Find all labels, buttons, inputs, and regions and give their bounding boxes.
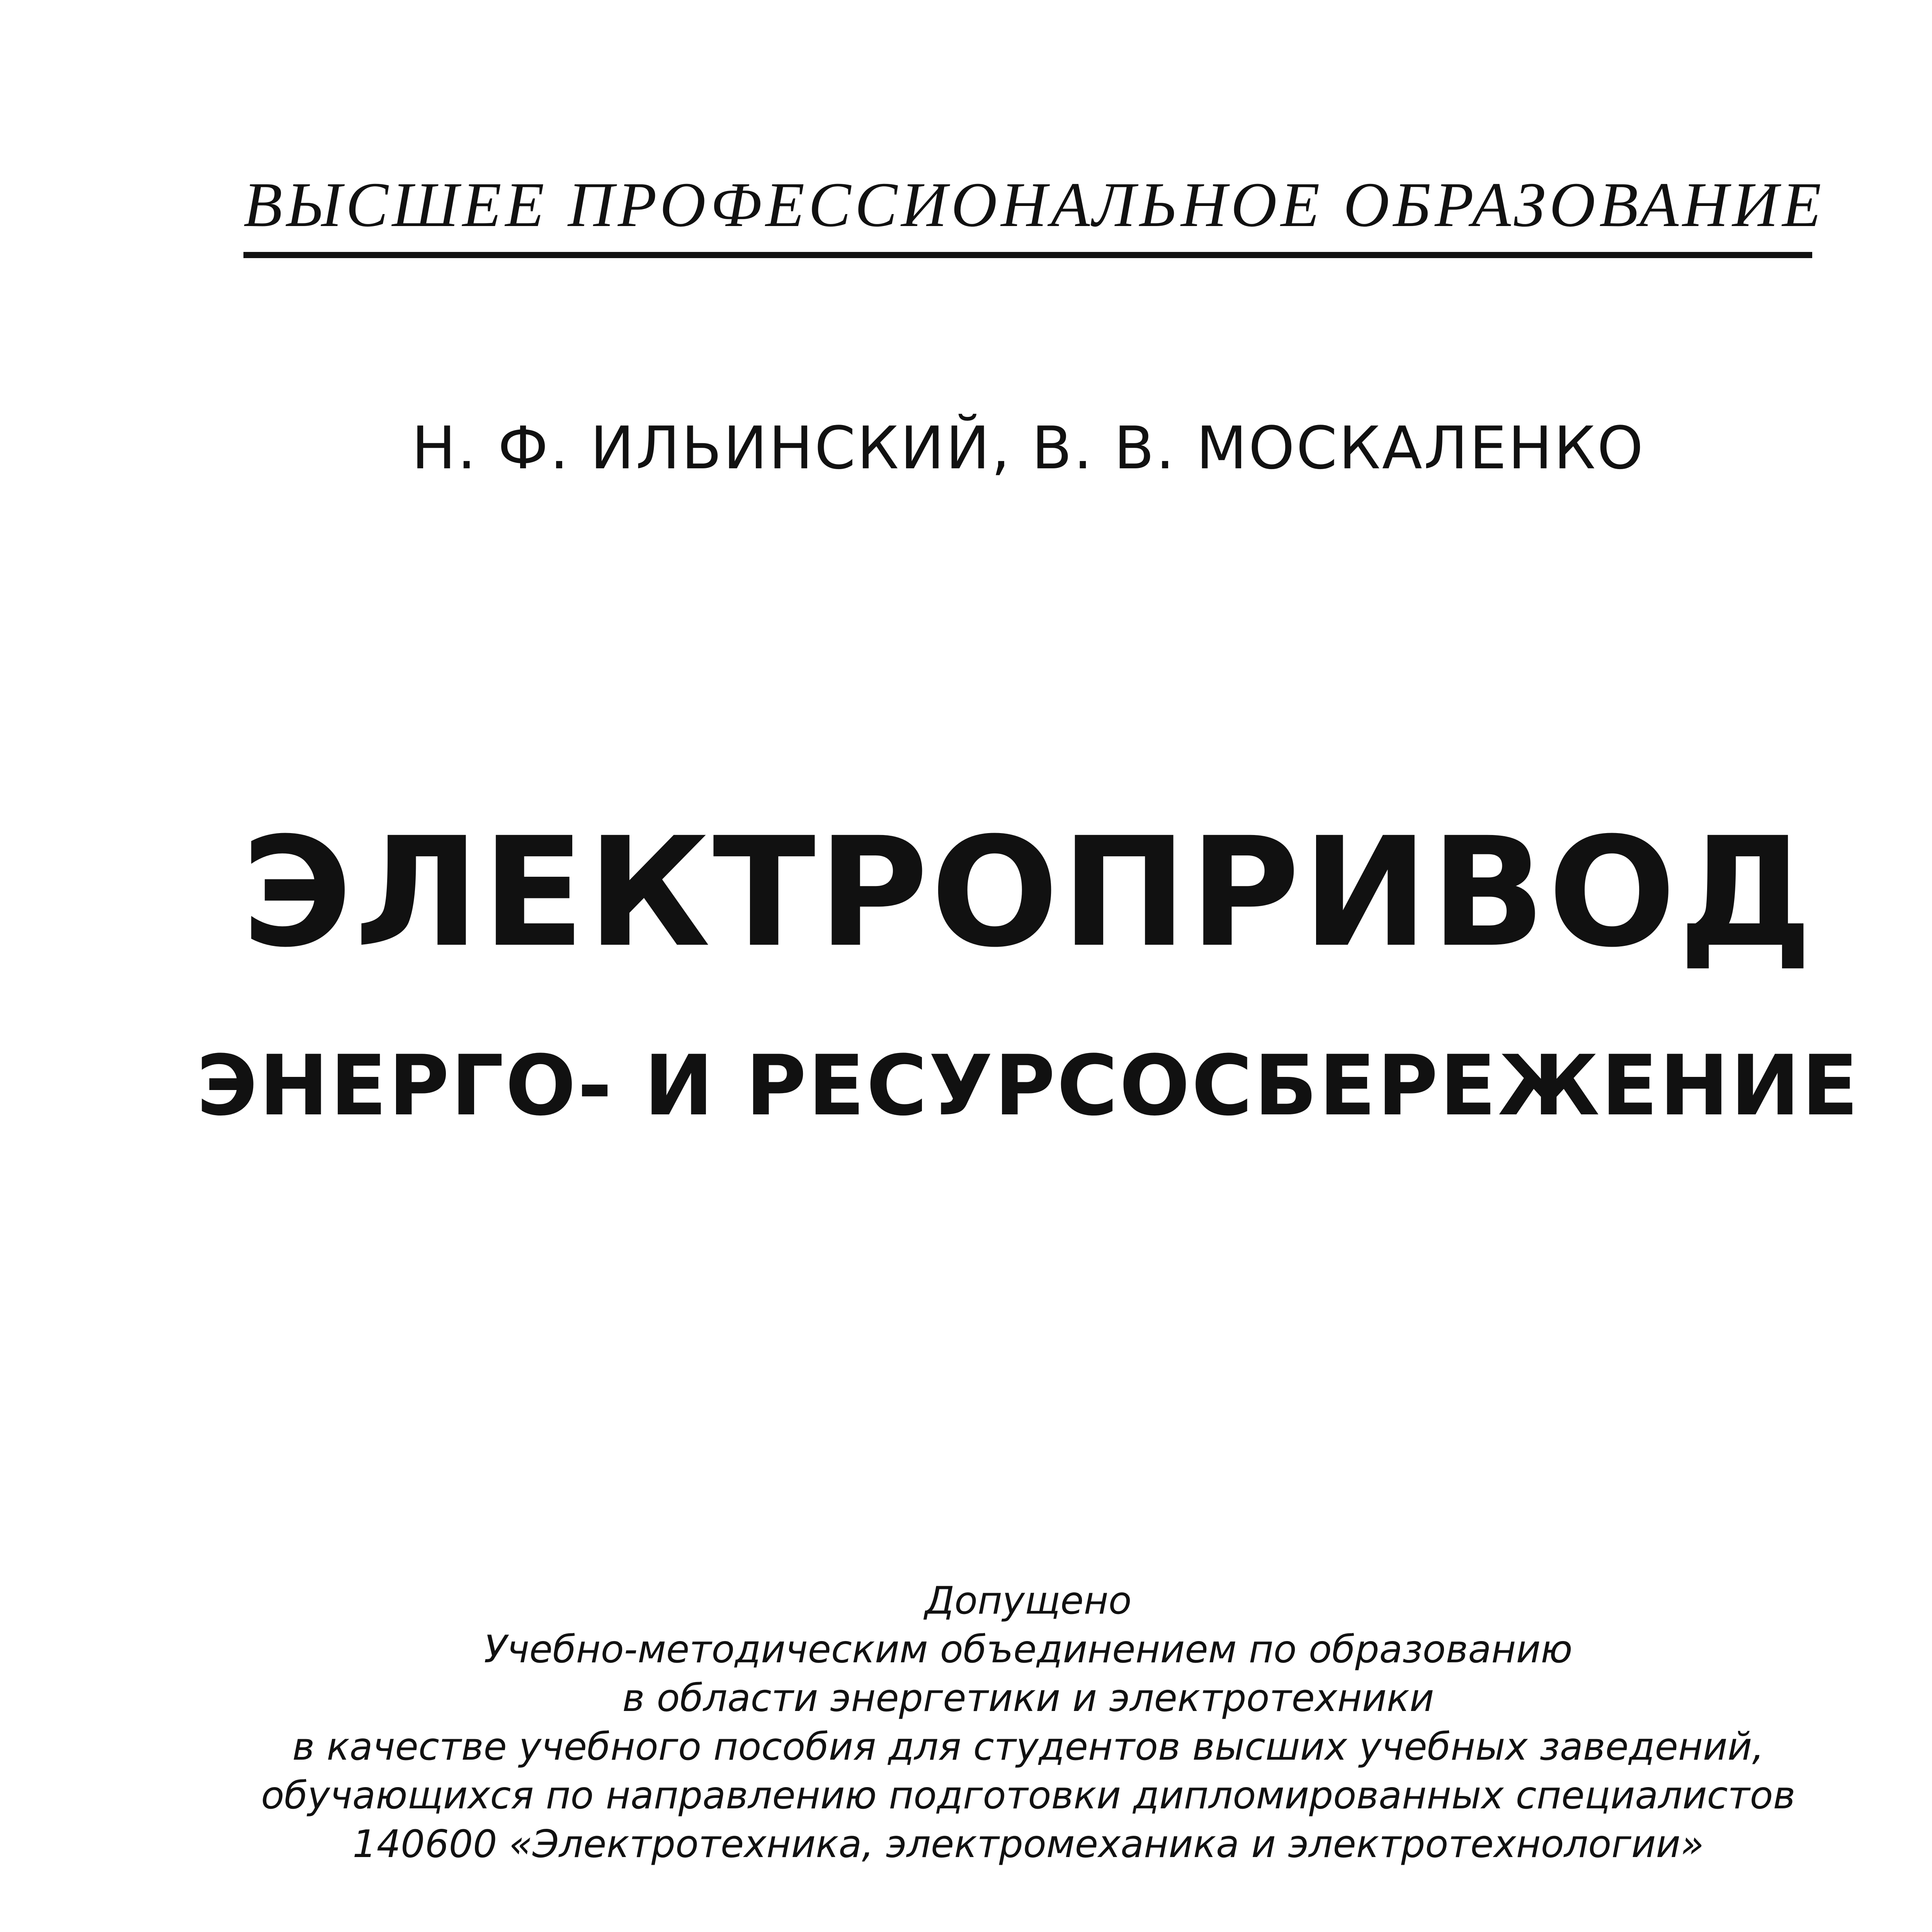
book-subtitle: ЭНЕРГО- И РЕСУРСОСБЕРЕЖЕНИЕ: [196, 1037, 1860, 1134]
approval-line: обучающихся по направлению подготовки дипломированных специалистов: [261, 1774, 1796, 1818]
approval-statement: [0, 1577, 1932, 1869]
authors: Н. Ф. ИЛЬИНСКИЙ, В. В. МОСКАЛЕНКО: [412, 414, 1645, 482]
approval-line: Допущено: [925, 1579, 1132, 1623]
approval-line: в области энергетики и электротехники: [622, 1676, 1434, 1720]
approval-line: Учебно-методическим объединением по образованию: [484, 1628, 1573, 1672]
approval-line: в качестве учебного пособия для студентов высших учебных заведений,: [292, 1725, 1764, 1769]
book-title: ЭЛЕКТРОПРИВОД: [242, 805, 1815, 980]
series-name: ВЫСШЕЕ ПРОФЕССИОНАЛЬНОЕ ОБРАЗОВАНИЕ: [243, 169, 1825, 240]
approval-line: 140600 «Электротехника, электромеханика и электротехнологии»: [352, 1822, 1704, 1866]
series-underline: [243, 252, 1812, 258]
